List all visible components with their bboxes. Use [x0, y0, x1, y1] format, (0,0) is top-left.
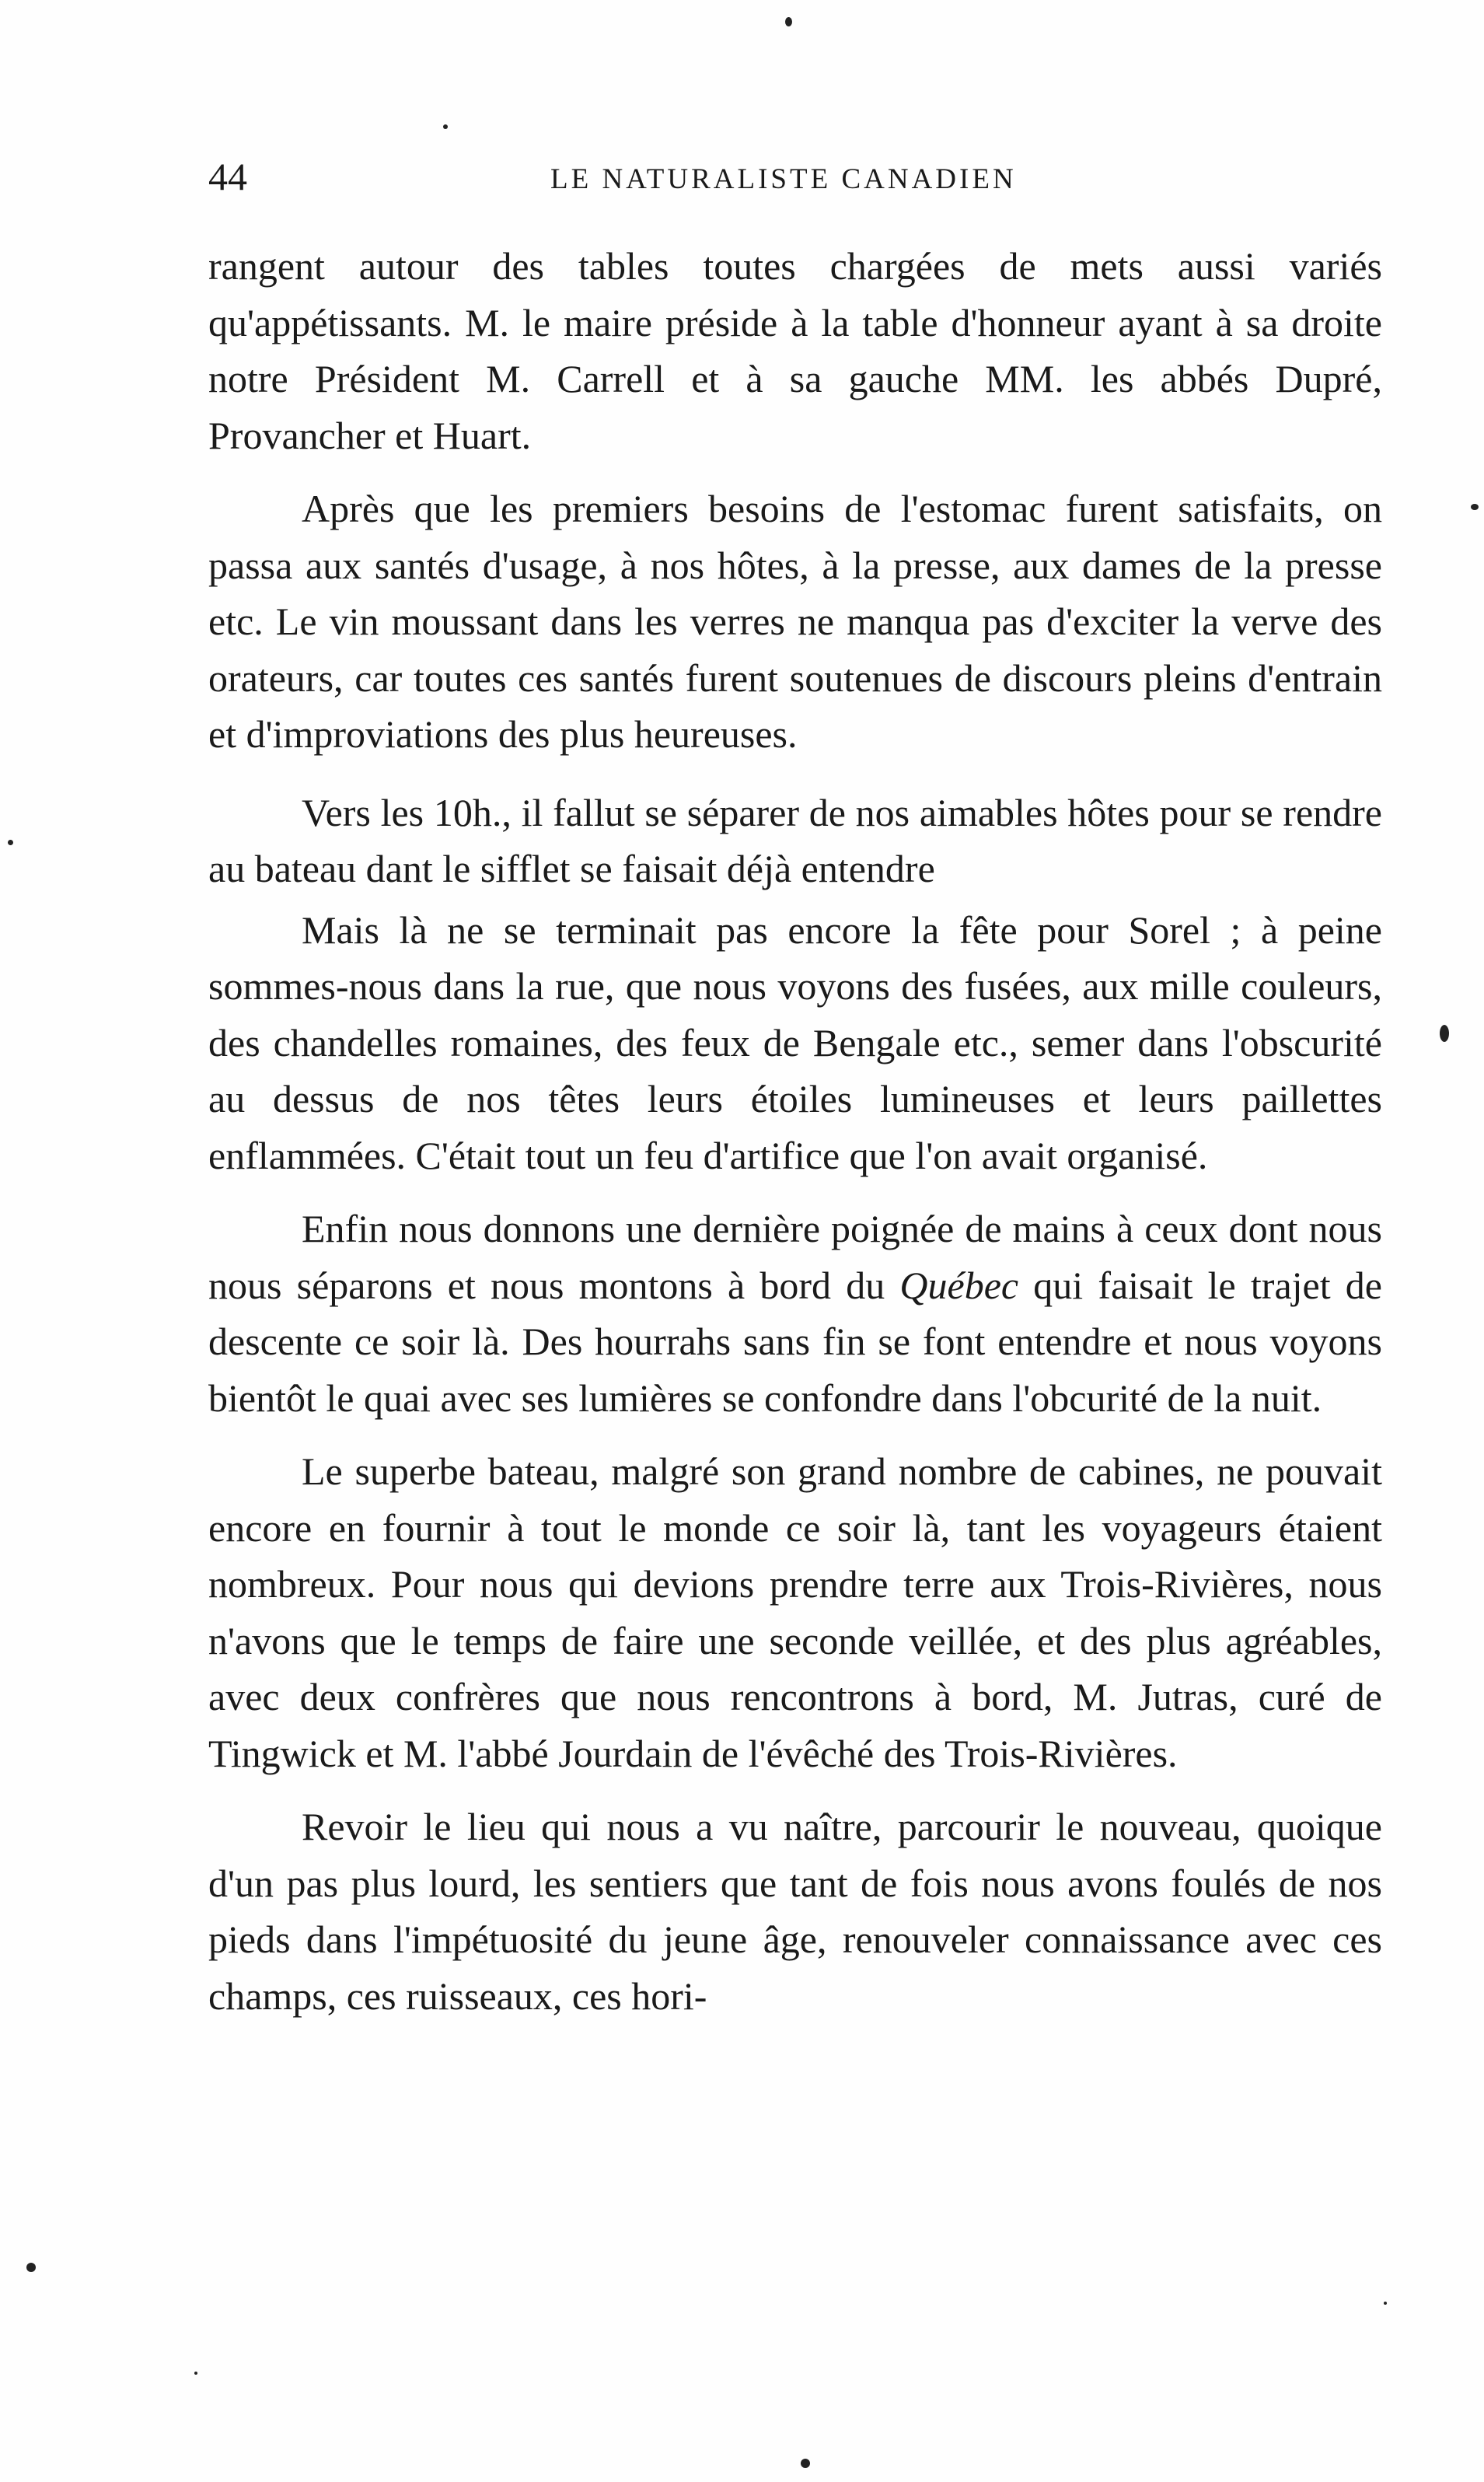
scan-speck [801, 2459, 810, 2468]
running-title: LE NATURALISTE CANADIEN [550, 163, 1017, 195]
paragraph-5-text-before: Enfin nous donnons une dernière poignée de mains à ceux dont nous nous séparons et nous montons à bord du [208, 1207, 1382, 1307]
scan-speck [26, 2263, 36, 2272]
body-text [208, 238, 1382, 2024]
paragraph-1: rangent autour des tables toutes chargées de mets aussi variés qu'appétissants. M. le maire préside à la table d'honneur ayant à sa droite notre Président M. Carrell et à sa gauche MM. les abbés Dupré, Provancher et Huart. [208, 244, 1382, 457]
page-header [208, 149, 1382, 204]
paragraph-5-text-after: qui faisait le trajet de descente ce soir là. Des hourrahs sans fin se font entendre et nous voyons bientôt le quai avec ses lumières se confondre dans l'obcurité de la nuit. [208, 1263, 1382, 1420]
scan-speck [785, 17, 792, 26]
ship-name-italic: Québec [899, 1263, 1019, 1307]
paragraph-7: Revoir le lieu qui nous a vu naître, parcourir le nouveau, quoique d'un pas plus lourd, les sentiers que tant de fois nous avons foulés de nos pieds dans l'impétuosité du jeune âge, renouveler connaissance avec ces champs, ces ruisseaux, ces hori- [208, 1805, 1382, 2018]
scan-speck [1384, 2302, 1387, 2305]
scan-speck [1440, 1025, 1449, 1042]
scan-speck [443, 124, 448, 129]
page-number: 44 [208, 155, 247, 198]
paragraph-5 [208, 1201, 1382, 1426]
scan-speck [8, 840, 13, 845]
paragraph-4: Mais là ne se terminait pas encore la fête pour Sorel ; à peine sommes-nous dans la rue, que nous voyons des fusées, aux mille couleurs, des chandelles romaines, des feux de Bengale etc., semer dans l'obscurité au dessus de nos têtes leurs étoiles lumineuses et leurs paillettes enflammées. C'était tout un feu d'artifice que l'on avait organisé. [208, 907, 1382, 1177]
scan-speck [1471, 504, 1479, 510]
paragraph-6: Le superbe bateau, malgré son grand nombre de cabines, ne pouvait encore en fournir à tout le monde ce soir là, tant les voyageurs étaient nombreux. Pour nous qui devions prendre terre aux Trois-Rivières, nous n'avons que le temps de faire une seconde veillée, et des plus agréables, avec deux confrères que nous rencontrons à bord, M. Jutras, curé de Tingwick et M. l'abbé Jourdain de l'évêché des Trois-Rivières. [208, 1449, 1382, 1775]
paragraph-2: Après que les premiers besoins de l'estomac furent satisfaits, on passa aux santés d'usage, à nos hôtes, à la presse, aux dames de la presse etc. Le vin moussant dans les verres ne manqua pas d'exciter la verve des orateurs, car toutes ces santés furent soutenues de discours pleins d'entrain et d'improviations des plus heureuses. [208, 487, 1382, 756]
paragraph-3: Vers les 10h., il fallut se séparer de nos aimables hôtes pour se rendre au bateau dant le sifflet se faisait déjà entendre [208, 790, 1382, 890]
scan-speck [194, 2372, 197, 2375]
